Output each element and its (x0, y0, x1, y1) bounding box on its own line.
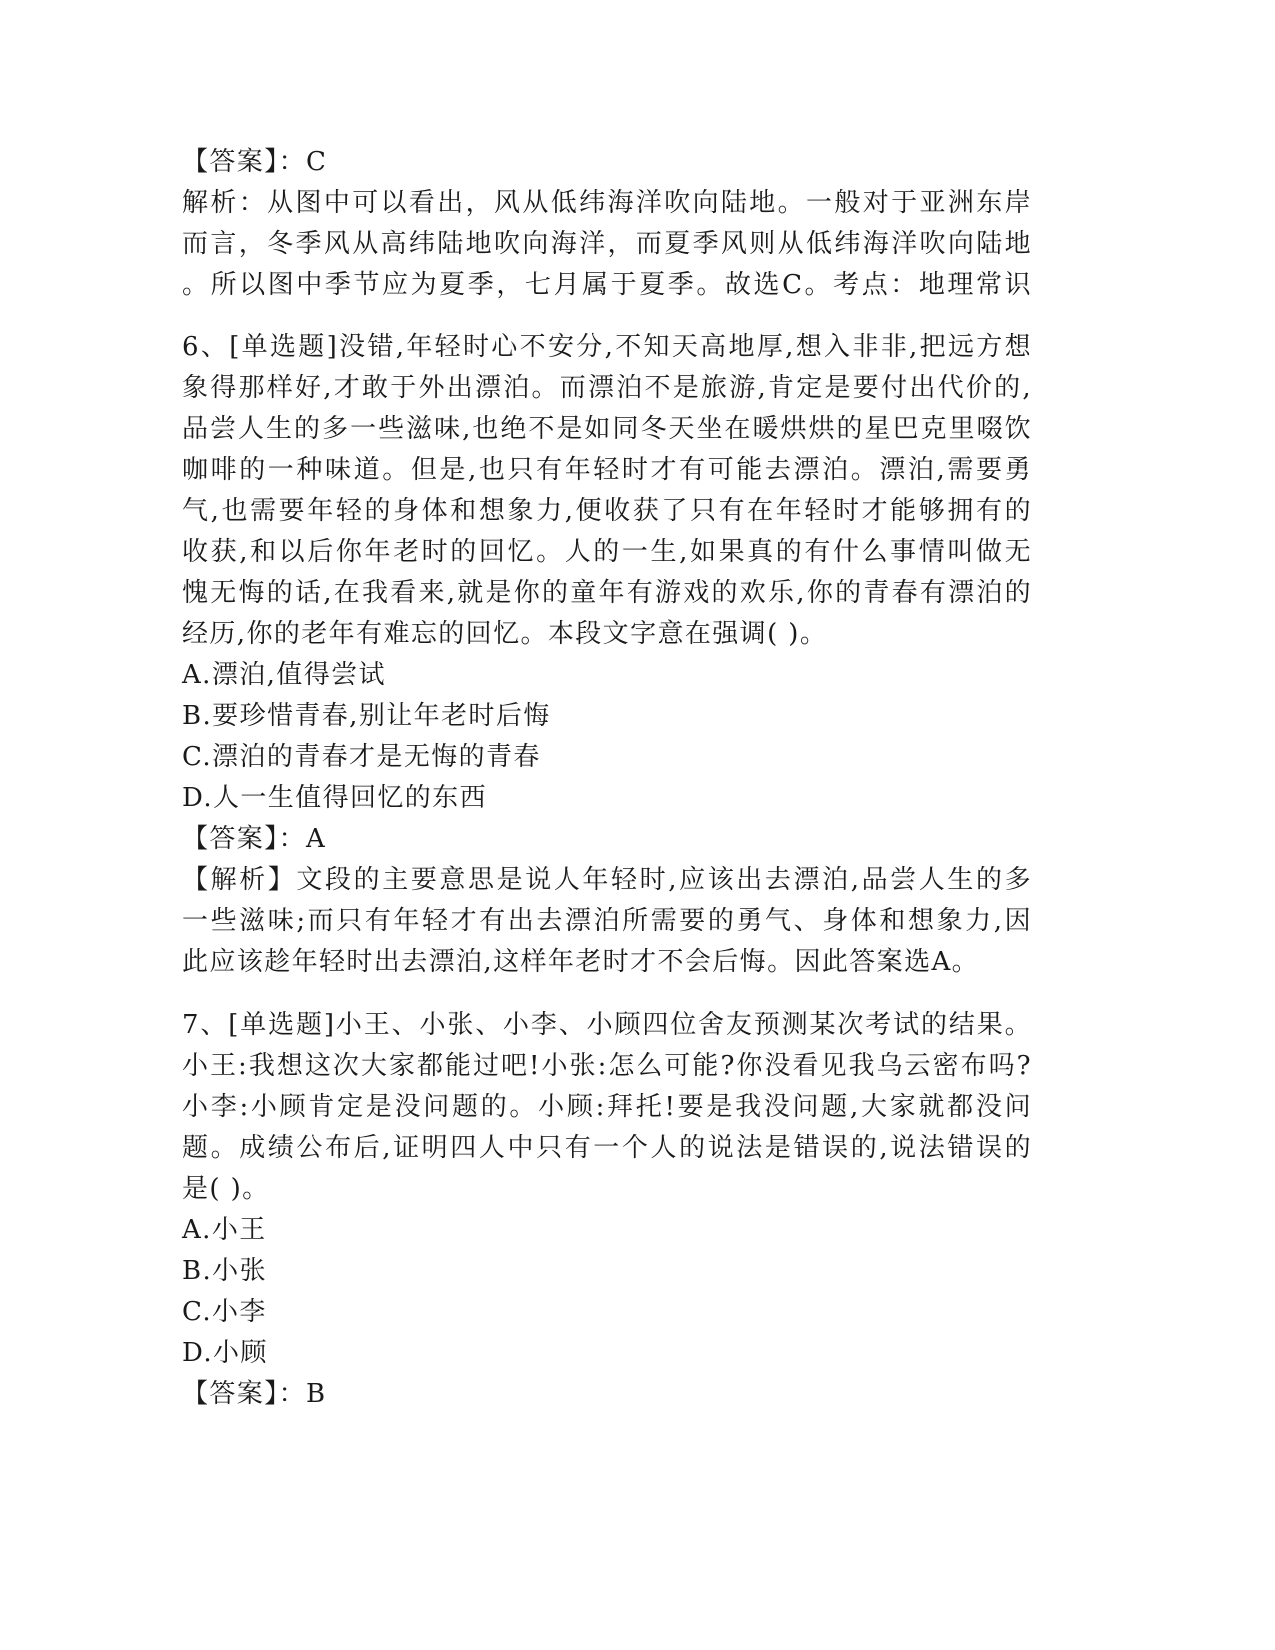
q5-answer: 【答案】：C (182, 147, 328, 177)
q5-analysis-line: 解析：从图中可以看出，风从低纬海洋吹向陆地。一般对于亚洲东岸 (182, 188, 1032, 218)
q5-analysis-line: 而言，冬季风从高纬陆地吹向海洋，而夏季风则从低纬海洋吹向陆地 (182, 229, 1032, 259)
q7-stem-line: 7、[单选题]小王、小张、小李、小顾四位舍友预测某次考试的结果。 (182, 1010, 1032, 1040)
q6-stem-line: 6、[单选题]没错,年轻时心不安分,不知天高地厚,想入非非,把远方想 (182, 332, 1032, 362)
q7-answer: 【答案】：B (182, 1379, 327, 1409)
q7-option-d: D.小顾 (182, 1338, 268, 1368)
q6-answer: 【答案】：A (182, 824, 327, 854)
q7-stem-line: 小李:小顾肯定是没问题的。小顾:拜托!要是我没问题,大家就都没问 (182, 1092, 1032, 1122)
q6-analysis-line: 一些滋味;而只有年轻才有出去漂泊所需要的勇气、身体和想象力,因 (182, 906, 1032, 936)
q6-stem-line: 收获,和以后你年老时的回忆。人的一生,如果真的有什么事情叫做无 (182, 537, 1032, 567)
q6-stem-line: 咖啡的一种味道。但是,也只有年轻时才有可能去漂泊。漂泊,需要勇 (182, 455, 1032, 485)
q6-stem-line: 愧无悔的话,在我看来,就是你的童年有游戏的欢乐,你的青春有漂泊的 (182, 578, 1032, 608)
q7-option-b: B.小张 (182, 1256, 267, 1286)
q6-option-a: A.漂泊,值得尝试 (182, 660, 386, 690)
q6-stem-line: 象得那样好,才敢于外出漂泊。而漂泊不是旅游,肯定是要付出代价的, (182, 373, 1032, 403)
q7-option-a: A.小王 (182, 1215, 267, 1245)
q6-option-b: B.要珍惜青春,别让年老时后悔 (182, 701, 551, 731)
q6-stem-line: 气,也需要年轻的身体和想象力,便收获了只有在年轻时才能够拥有的 (182, 496, 1032, 526)
q6-analysis-line: 此应该趁年轻时出去漂泊,这样年老时才不会后悔。因此答案选A。 (182, 947, 980, 977)
q6-analysis-line: 【解析】文段的主要意思是说人年轻时,应该出去漂泊,品尝人生的多 (182, 865, 1032, 895)
q6-stem-line: 经历,你的老年有难忘的回忆。本段文字意在强调( )。 (182, 619, 828, 649)
q7-stem-line: 题。成绩公布后,证明四人中只有一个人的说法是错误的,说法错误的 (182, 1133, 1032, 1163)
q5-analysis-line: 。所以图中季节应为夏季，七月属于夏季。故选C。考点：地理常识 (182, 270, 1032, 300)
q7-stem-line: 小王:我想这次大家都能过吧!小张:怎么可能?你没看见我乌云密布吗? (182, 1051, 1032, 1081)
q6-option-d: D.人一生值得回忆的东西 (182, 783, 487, 813)
q7-stem-line: 是( )。 (182, 1174, 270, 1204)
q7-option-c: C.小李 (182, 1297, 267, 1327)
q6-option-c: C.漂泊的青春才是无悔的青春 (182, 742, 541, 772)
q6-stem-line: 品尝人生的多一些滋味,也绝不是如同冬天坐在暖烘烘的星巴克里啜饮 (182, 414, 1032, 444)
